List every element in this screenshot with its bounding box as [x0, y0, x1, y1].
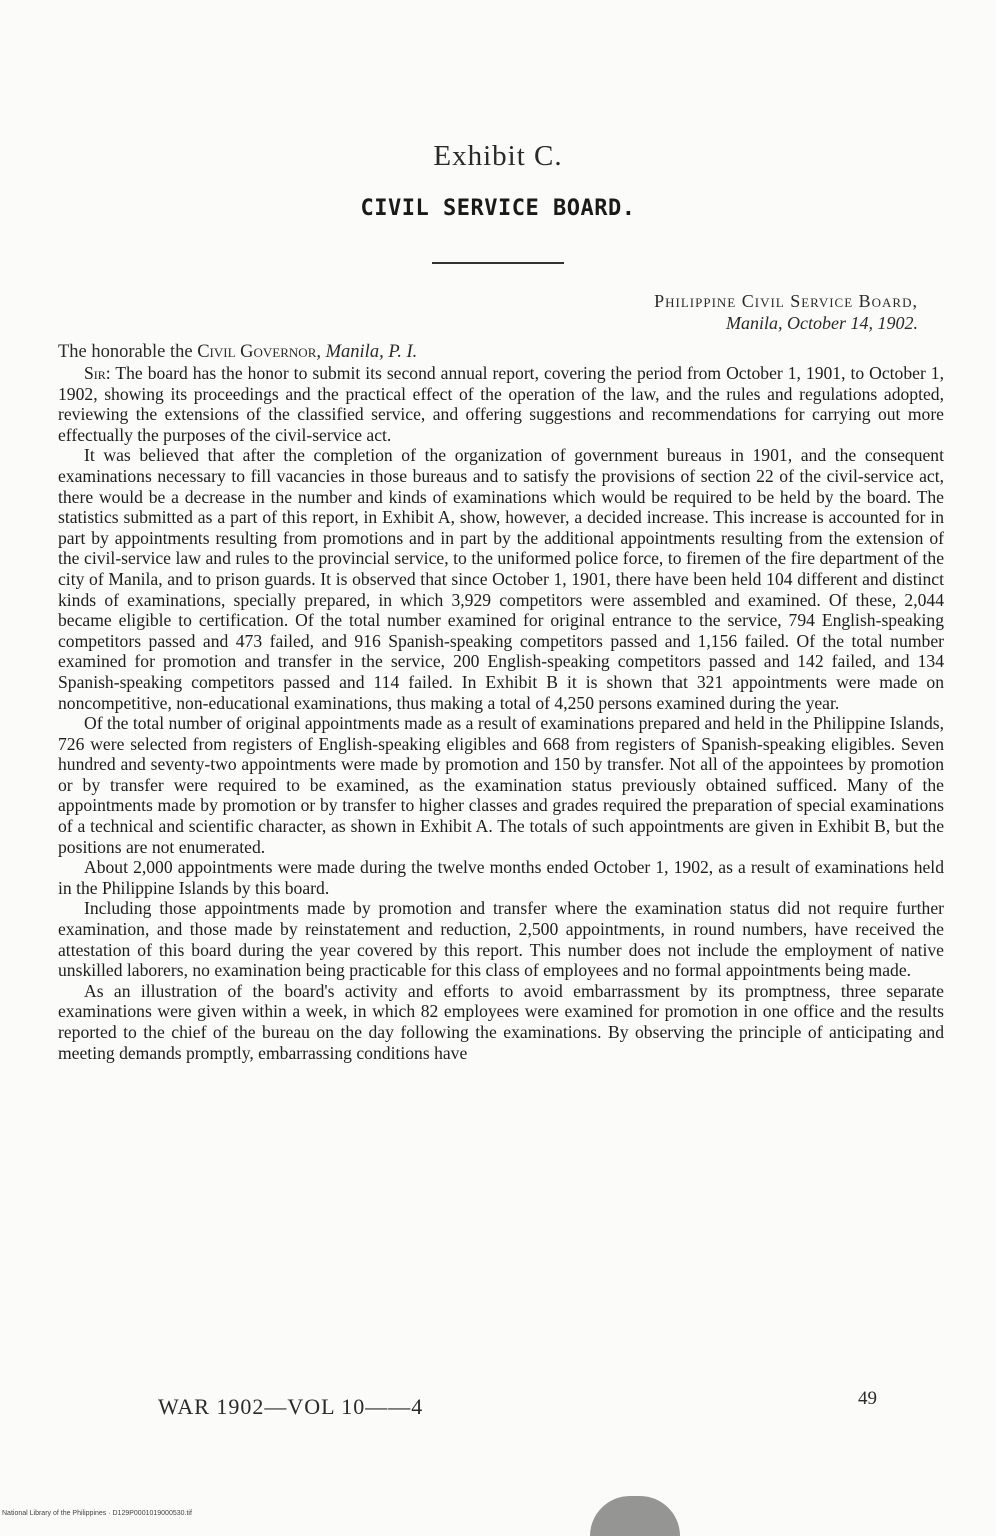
paragraph — [58, 857, 944, 898]
paragraph — [58, 981, 944, 1063]
paragraph — [58, 713, 944, 857]
sender-organization: Philippine Civil Service Board, — [654, 291, 918, 311]
salutation — [58, 340, 938, 364]
paragraph — [58, 363, 944, 445]
board-title: CIVIL SERVICE BOARD. — [360, 196, 636, 221]
paragraph-text: It was believed that after the completion of the organization of government bureaus in 1901, and the consequent examinations necessary to fill vacancies in those bureaus and to satisfy the provisions of section 22 of the civil-service act, there would be a decrease in the number and kinds of examinations which would be required to be held by the board. The statistics submitted as a part of this report, in Exhibit A, show, however, a decided increase. This increase is accounted for in part by appointments resulting from promotions and in part by the additional appointments resulting from the extension of the civil-service law and rules to the provincial service, to the uniformed police force, to firemen of the fire department of the city of Manila, and to prison guards. It is observed that since October 1, 1901, there have been held 104 different and distinct kinds of examinations, specially prepared, in which 3,929 competitors were assembled and examined. Of these, 2,044 became eligible to certification. Of the total number examined for original entrance to the service, 794 English-speaking competitors passed and 473 failed, and 916 Spanish-speaking competitors passed and 1,156 failed. Of the total number examined for promotion and transfer in the service, 200 English-speaking competitors passed and 142 failed, and 134 Spanish-speaking competitors passed and 114 failed. In Exhibit B it is shown that 321 appointments were made on noncompetitive, non-educational examinations, thus making a total of 4,250 persons examined during the year. — [58, 445, 944, 713]
scan-thumb-shadow — [590, 1496, 680, 1536]
paragraph-text: Of the total number of original appointments made as a result of examinations prepared and held in the Philippine Islands, 726 were selected from registers of English-speaking eligibles and 668 from registers of Spanish-speaking eligibles. Seven hundred and seventy-two appointments were made by promotion and 150 by transfer. Not all of the appointees by promotion or by transfer were required to be examined, as the examination status previously obtained sufficed. Many of the appointments made by promotion or by transfer to higher classes and grades required the preparation of special examinations of a technical and scientific character, as shown in Exhibit A. The totals of such appointments are given in Exhibit B, but the positions are not enumerated. — [58, 713, 944, 857]
paragraph-text: : The board has the honor to submit its second annual report, covering the period from October 1, 1901, to October 1, 1902, showing its proceedings and the practical effect of the operation of the law, and the rules and regulations adopted, reviewing the extensions of the classified service, and offering suggestions and recommendations for carrying out more effectually the purposes of the civil-service act. — [58, 363, 944, 445]
paragraph — [58, 898, 944, 980]
sender-block — [654, 290, 918, 334]
paragraph — [58, 445, 944, 713]
page-number: 49 — [858, 1388, 877, 1409]
signature-line: WAR 1902—VOL 10——4 — [158, 1394, 424, 1419]
report-body — [58, 363, 944, 1063]
paragraph-text: Including those appointments made by promotion and transfer where the examination status did not require further examination, and those made by reinstatement and reduction, 2,500 appointments, in round numbers, have received the attestation of this board during the year covered by this report. This number does not include the employment of native unskilled laborers, no examination being practicable for this class of employees and no formal appointments being made. — [58, 898, 944, 981]
paragraph-text: About 2,000 appointments were made during the twelve months ended October 1, 1902, as a result of examinations held in the Philippine Islands by this board. — [58, 857, 944, 898]
divider-rule — [432, 262, 564, 264]
salutation-addressee: Civil Governor — [197, 342, 317, 362]
scan-credit: National Library of the Philippines · D129P0001019000530.tif — [2, 1510, 192, 1517]
salutation-prefix: The honorable the — [58, 342, 198, 362]
paragraph-text: As an illustration of the board's activity and efforts to avoid embarrassment by its promptness, three separate examinations were given within a week, in which 82 employees were examined for promotion in one office and the results reported to the chief of the bureau on the day following the examinations. By observing the principle of anticipating and meeting demands promptly, embarrassing conditions have — [58, 980, 944, 1063]
paragraph-lead: Sir — [84, 363, 106, 383]
sender-place-date: Manila, October 14, 1902. — [726, 313, 918, 333]
salutation-location: , Manila, P. I. — [316, 342, 418, 362]
exhibit-heading: Exhibit C. — [433, 140, 563, 172]
